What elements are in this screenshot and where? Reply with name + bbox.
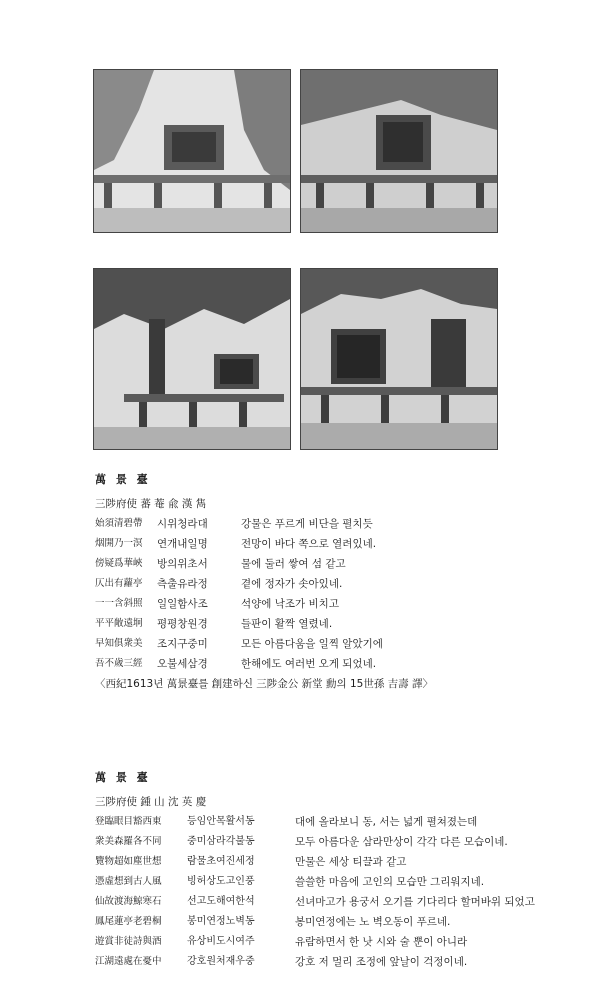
- line-translation: 곁에 정자가 솟아있네.: [241, 578, 343, 590]
- line-reading: 선고도해여한석: [187, 896, 255, 907]
- line-reading: 중미삼라각불동: [187, 836, 255, 847]
- line-reading: 강호원처재우중: [187, 956, 255, 967]
- line-translation: 쓸쓸한 마음에 고인의 모습만 그리워지네.: [295, 876, 485, 888]
- line-reading: 시위청라대: [157, 518, 208, 530]
- poem-line: [95, 832, 555, 852]
- line-hanja: 衆美森羅各不同: [95, 836, 162, 847]
- line-hanja: 一一含斜照: [95, 598, 143, 609]
- poem-line: [95, 654, 555, 674]
- line-hanja: 遊賞非徒詩與酒: [95, 936, 162, 947]
- poem-line: [95, 952, 555, 972]
- line-hanja: 登臨眼目豁西東: [95, 816, 162, 827]
- poem-line: [95, 932, 555, 952]
- line-translation: 유람하면서 한 낫 시와 술 뿐이 아니라: [295, 936, 468, 948]
- line-hanja: 早知俱衆美: [95, 638, 143, 649]
- line-reading: 측출유라정: [157, 578, 208, 590]
- pavilion-photo-4: [300, 268, 498, 450]
- poem-line: [95, 812, 555, 832]
- line-hanja: 傍疑爲華峽: [95, 558, 143, 569]
- line-hanja: 吾不歲三經: [95, 658, 143, 669]
- line-translation: 석양에 낙조가 비치고: [241, 598, 339, 610]
- line-reading: 빙허상도고인풍: [187, 876, 255, 887]
- line-hanja: 江湖遠處在憂中: [95, 956, 162, 967]
- line-hanja: 烟開乃一溟: [95, 538, 143, 549]
- poem-title: 萬 景 臺: [95, 473, 151, 486]
- line-hanja: 鳳尾蓮亭老碧桐: [95, 916, 162, 927]
- line-reading: 오불세삼경: [157, 658, 208, 670]
- poem-author: 三陟府使 鍾 山 沈 英 慶: [95, 796, 207, 808]
- poem-line: [95, 892, 555, 912]
- poem-title: 萬 景 臺: [95, 771, 151, 784]
- poem-line: [95, 514, 555, 534]
- poem-line: [95, 614, 555, 634]
- poem-line: [95, 554, 555, 574]
- pavilion-photo-3: [93, 268, 291, 450]
- line-translation: 강물은 푸르게 비단을 펼치듯: [241, 518, 373, 530]
- poem-line: [95, 872, 555, 892]
- poem-author: 三陟府使 蕃 菴 兪 漢 雋: [95, 498, 207, 510]
- line-translation: 모든 아름다움을 일찍 알았기에: [241, 638, 383, 650]
- line-hanja: 始須清碧帶: [95, 518, 143, 529]
- line-reading: 방의위초서: [157, 558, 208, 570]
- poem-line: [95, 594, 555, 614]
- poem-line: [95, 852, 555, 872]
- poem-line: [95, 634, 555, 654]
- line-reading: 유상비도시여주: [187, 936, 255, 947]
- line-reading: 연개내일명: [157, 538, 208, 550]
- line-translation: 전망이 바다 쪽으로 열려있네.: [241, 538, 377, 550]
- line-translation: 만물은 세상 티끌과 같고: [295, 856, 407, 868]
- poem-line: [95, 534, 555, 554]
- line-translation: 선녀마고가 용궁서 오기를 기다리다 할머바위 되었고: [295, 896, 535, 908]
- poem-note: 〈西紀1613년 萬景臺를 創建하신 三陟金公 新堂 勳의 15世孫 吉壽 譯〉: [95, 678, 433, 690]
- line-translation: 강호 저 멀리 조정에 앞날이 걱정이네.: [295, 956, 468, 968]
- line-reading: 평평창원경: [157, 618, 208, 630]
- line-translation: 한해에도 여러번 오게 되었네.: [241, 658, 377, 670]
- poem-2: [95, 768, 555, 972]
- pavilion-photo-1: [93, 69, 291, 233]
- line-hanja: 覽物超如塵世想: [95, 856, 162, 867]
- line-reading: 등임안목활서동: [187, 816, 255, 827]
- poem-line: [95, 574, 555, 594]
- line-reading: 람물초여진세정: [187, 856, 255, 867]
- line-hanja: 仙故渡海鯨寒石: [95, 896, 162, 907]
- line-reading: 조지구중미: [157, 638, 208, 650]
- line-translation: 물에 둘러 쌓여 섬 같고: [241, 558, 346, 570]
- line-hanja: 平平敞遠坰: [95, 618, 143, 629]
- poem-1: [95, 470, 555, 694]
- line-translation: 봉미연정에는 노 벽오동이 푸르네.: [295, 916, 451, 928]
- pavilion-photo-2: [300, 69, 498, 233]
- poem-line: [95, 912, 555, 932]
- line-translation: 모두 아름다운 삼라만상이 각각 다른 모습이네.: [295, 836, 508, 848]
- line-reading: 봉미연정노벽동: [187, 916, 255, 927]
- line-hanja: 仄出有蘿亭: [95, 578, 143, 589]
- line-translation: 들판이 활짝 열렸네.: [241, 618, 333, 630]
- line-translation: 대에 올라보니 동, 서는 넓게 펼쳐졌는데: [295, 816, 478, 828]
- line-reading: 일일함사조: [157, 598, 208, 610]
- line-hanja: 憑虛想到古人風: [95, 876, 162, 887]
